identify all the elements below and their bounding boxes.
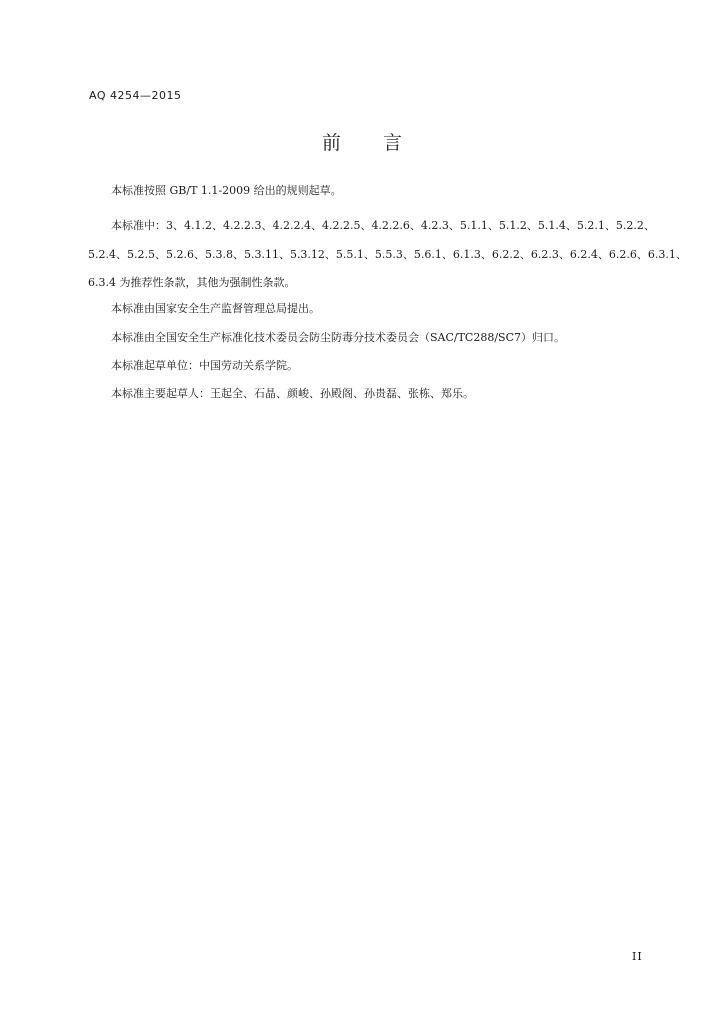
page-number: II	[632, 950, 643, 963]
paragraph-clauses-line-2: 5.2.4、5.2.5、5.2.6、5.3.8、5.3.11、5.3.12、5.5.1、5.5.3、5.6.1、6.1.3、6.2.2、6.2.3、6.2.4、6.2.6、6.3.1、	[88, 248, 687, 261]
page-title: 前言	[321, 132, 444, 154]
paragraph-managed-by: 本标准由全国安全生产标准化技术委员会防尘防毒分技术委员会（SAC/TC288/SC7）归口。	[111, 331, 566, 344]
paragraph-drafting-rule: 本标准按照 GB/T 1.1-2009 给出的规则起草。	[111, 184, 342, 197]
paragraph-clauses-line-1: 本标准中：3、4.1.2、4.2.2.3、4.2.2.4、4.2.2.5、4.2.2.6、4.2.3、5.1.1、5.1.2、5.1.4、5.2.1、5.2.2、	[111, 219, 655, 232]
standard-code: AQ 4254—2015	[89, 89, 182, 102]
paragraph-drafters: 本标准主要起草人：王起全、石晶、颜峻、孙殿阁、孙贵磊、张栋、郑乐。	[111, 387, 474, 400]
paragraph-clauses-line-3: 6.3.4 为推荐性条款，其他为强制性条款。	[88, 276, 296, 289]
paragraph-drafting-unit: 本标准起草单位：中国劳动关系学院。	[111, 359, 298, 372]
paragraph-proposed-by: 本标准由国家安全生产监督管理总局提出。	[111, 302, 320, 315]
